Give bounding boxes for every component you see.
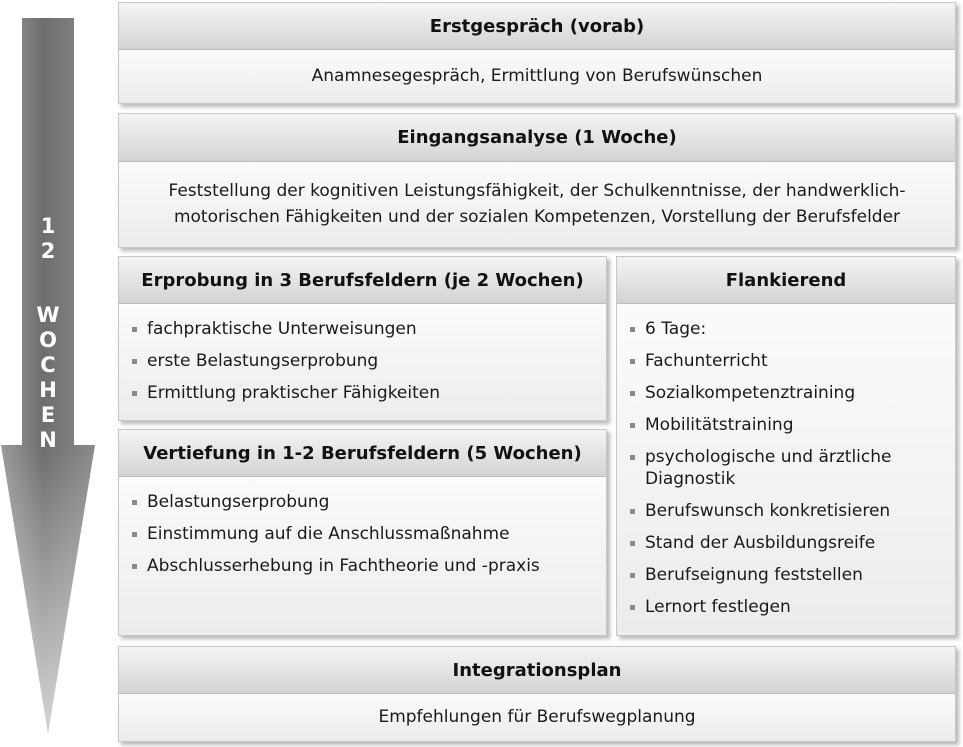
list-item: fachpraktische Unterweisungen <box>131 318 596 340</box>
list-item: Stand der Ausbildungsreife <box>629 532 945 554</box>
box-list <box>119 477 606 635</box>
box-vertiefung <box>118 429 607 636</box>
duration-digit: 2 <box>40 239 56 263</box>
box-title: Eingangsanalyse (1 Woche) <box>119 114 955 162</box>
duration-letter: O <box>39 328 57 352</box>
list-item: Belastungserprobung <box>131 491 596 513</box>
list-item: psychologische und ärztliche Diagnostik <box>629 446 945 490</box>
duration-letter: E <box>40 403 56 427</box>
list-item: Sozialkompetenztraining <box>629 382 945 404</box>
list-item: 6 Tage: <box>629 318 945 340</box>
duration-letter: H <box>39 378 57 402</box>
box-text: Empfehlungen für Berufswegplanung <box>119 694 955 741</box>
box-integrationsplan <box>118 646 956 742</box>
list-item: Berufseignung feststellen <box>629 564 945 586</box>
list-item: Abschlusserhebung in Fachtheorie und -praxis <box>131 555 596 577</box>
box-text-line: motorischen Fähigkeiten und der sozialen Kompetenzen, Vorstellung der Berufsfelder <box>173 206 901 227</box>
box-list <box>119 304 606 420</box>
box-title: Erstgespräch (vorab) <box>119 3 955 50</box>
box-text-line: Feststellung der kognitiven Leistungsfähigkeit, der Schulkenntnisse, der handwerklich- <box>168 181 906 201</box>
duration-unit <box>24 305 72 455</box>
list-item: Lernort festlegen <box>629 596 945 618</box>
box-text: Anamnesegespräch, Ermittlung von Berufswünschen <box>119 50 955 103</box>
box-title: Vertiefung in 1-2 Berufsfeldern (5 Wochen) <box>119 430 606 477</box>
list-item: erste Belastungserprobung <box>131 350 596 372</box>
box-title: Erprobung in 3 Berufsfeldern (je 2 Wochen) <box>119 257 606 304</box>
list-item: Berufswunsch konkretisieren <box>629 500 945 522</box>
duration-letter: W <box>36 303 60 327</box>
duration-number <box>24 216 72 266</box>
duration-digit: 1 <box>40 214 56 238</box>
box-title: Integrationsplan <box>119 647 955 694</box>
box-text <box>119 162 955 247</box>
box-eingangsanalyse <box>118 113 956 248</box>
timeline-arrow <box>0 0 96 747</box>
box-erprobung <box>118 256 607 421</box>
list-item: Fachunterricht <box>629 350 945 372</box>
box-title: Flankierend <box>617 257 955 304</box>
list-item: Ermittlung praktischer Fähigkeiten <box>131 382 596 404</box>
list-item: Einstimmung auf die Anschlussmaßnahme <box>131 523 596 545</box>
list-item: Mobilitätstraining <box>629 414 945 436</box>
duration-letter: N <box>39 428 57 452</box>
box-list <box>617 304 955 635</box>
box-flankierend <box>616 256 956 636</box>
box-erstgespraech <box>118 2 956 104</box>
duration-letter: C <box>40 353 56 377</box>
